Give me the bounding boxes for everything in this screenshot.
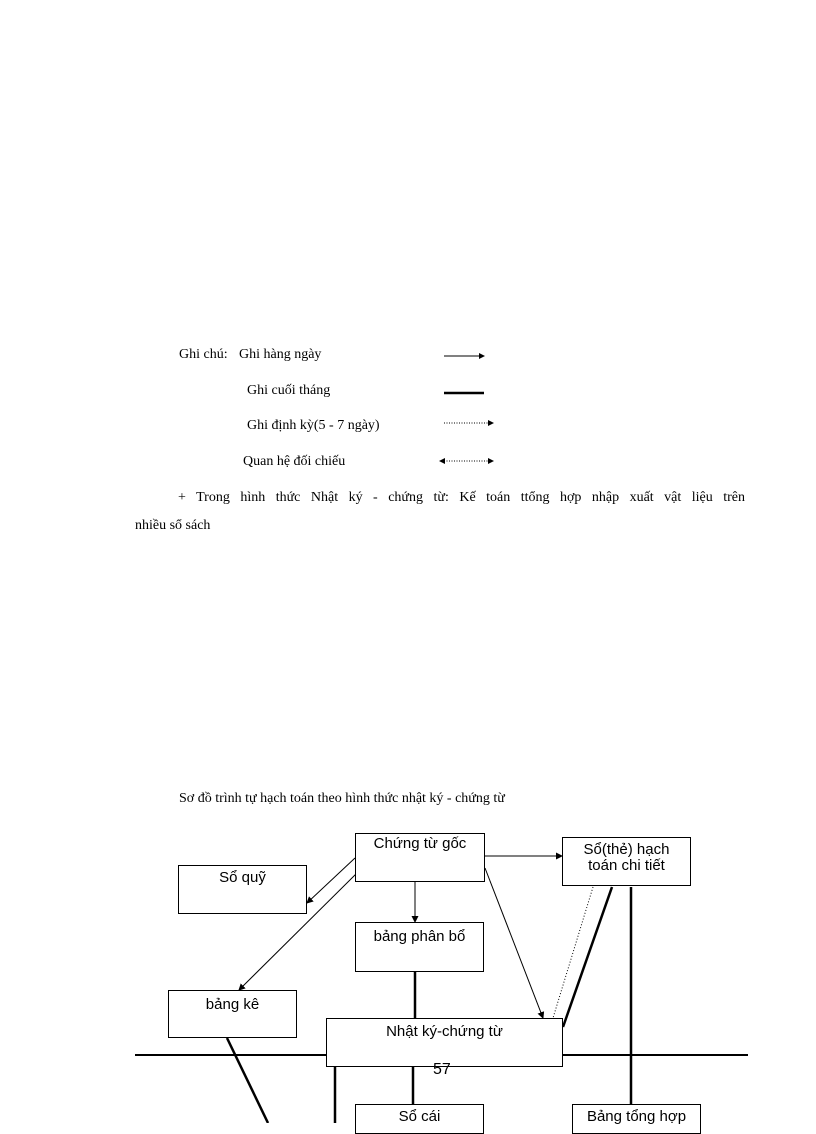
- box-bang-tong-hop-label: Bảng tổng hợp: [586, 1108, 687, 1125]
- box-bang-phan-bo: [355, 922, 484, 972]
- box-so-quy: [178, 865, 307, 914]
- box-so-the-line2: toán chi tiết: [588, 857, 665, 874]
- box-bang-tong-hop: [572, 1104, 701, 1134]
- arrow-bangke-down: [227, 1038, 268, 1123]
- box-so-cai-label: Sổ cái: [398, 1108, 441, 1125]
- legend-item-daily: Ghi hàng ngày: [239, 347, 322, 362]
- arrow-sothe-to-nkct: [563, 887, 612, 1027]
- box-nhat-ky-chung-tu: [326, 1018, 563, 1067]
- legend-item-periodic: Ghi định kỳ(5 - 7 ngày): [247, 418, 380, 433]
- paragraph-line-2: nhiều sổ sách: [135, 518, 211, 533]
- box-so-cai: [355, 1104, 484, 1134]
- box-so-quy-label: Sổ quỹ: [219, 869, 266, 886]
- legend-title: Ghi chú:: [179, 347, 228, 362]
- legend-item-monthly: Ghi cuối tháng: [247, 383, 331, 398]
- box-so-the-line1: Sổ(thẻ) hạch: [583, 841, 670, 858]
- box-bang-ke-label: bảng kê: [205, 996, 260, 1013]
- diagram-caption: Sơ đồ trình tự hạch toán theo hình thức nhật ký - chứng từ: [179, 791, 505, 806]
- box-chung-tu-goc-label: Chứng từ gốc: [373, 835, 467, 852]
- arrow-ctg-to-nkct: [485, 868, 543, 1018]
- box-bang-ke: [168, 990, 297, 1038]
- paragraph-line-1: + Trong hình thức Nhật ký - chứng từ: Kế toán ttổng hợp nhập xuất vật liệu trên: [178, 490, 745, 505]
- page-number: 57: [433, 1061, 451, 1078]
- legend-item-reconcile: Quan hệ đối chiếu: [243, 454, 346, 469]
- box-chung-tu-goc: [355, 833, 485, 882]
- box-nhat-ky-chung-tu-label: Nhật ký-chứng từ: [386, 1023, 503, 1040]
- box-bang-phan-bo-label: bảng phân bổ: [373, 928, 466, 945]
- box-so-the-hach-toan: [562, 837, 691, 886]
- arrow-ctg-to-soquy: [307, 858, 355, 903]
